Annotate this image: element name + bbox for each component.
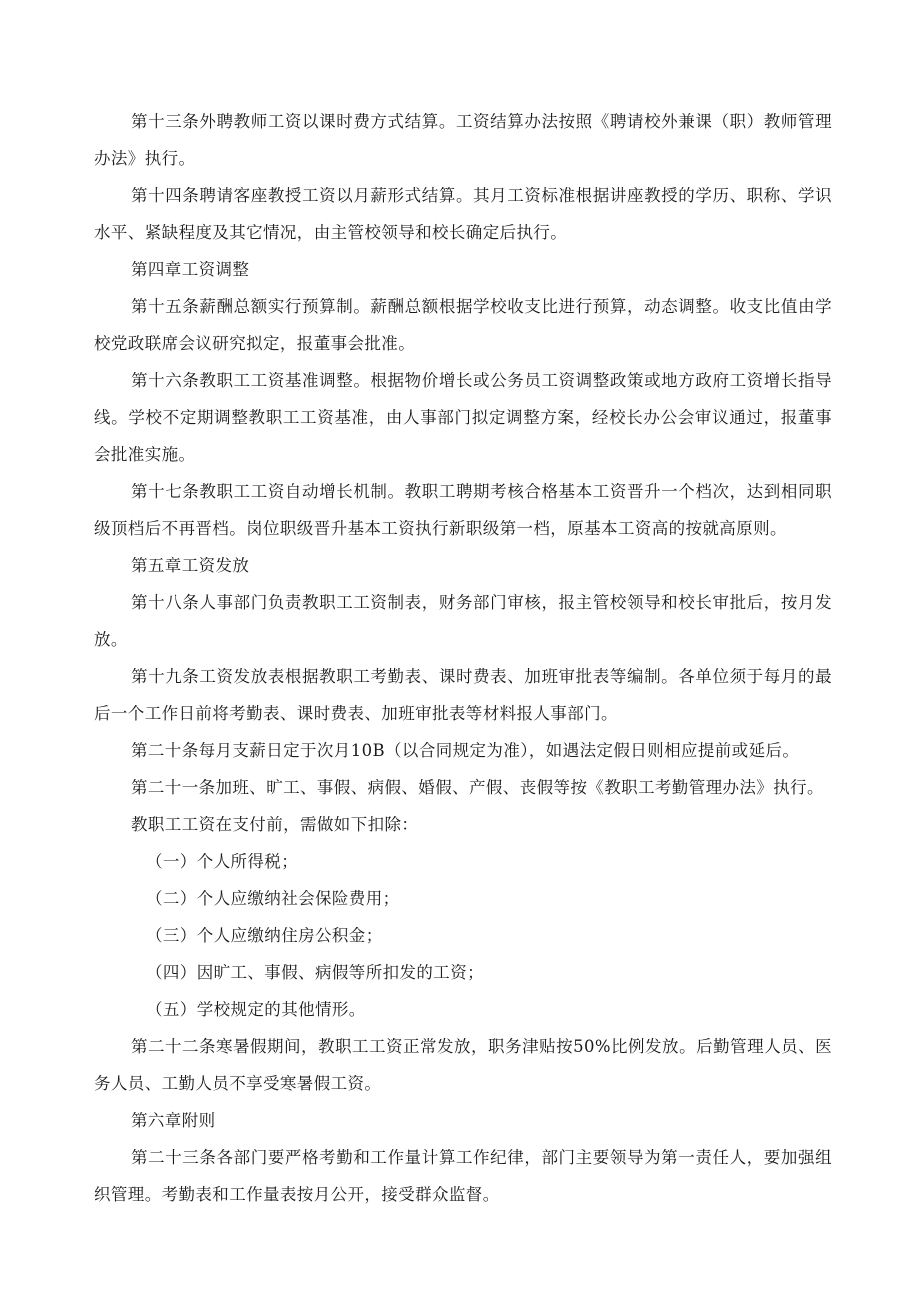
article-23: 第二十三条各部门要严格考勤和工作量计算工作纪律，部门主要领导为第一责任人，要加强组织管理。考勤表和工作量表按月公开，接受群众监督。 <box>94 1148 832 1204</box>
article-22: 第二十二条寒暑假期间，教职工工资正常发放，职务津贴按50%比例发放。后勤管理人员、医务人员、工勤人员不享受寒暑假工资。 <box>94 1037 832 1093</box>
deduction-item-5: （五）学校规定的其他情形。 <box>146 1000 366 1019</box>
chapter-5-heading: 第五章工资发放 <box>131 556 250 575</box>
article-14: 第十四条聘请客座教授工资以月薪形式结算。其月工资标准根据讲座教授的学历、职称、学识水平、紧缺程度及其它情况，由主管校领导和校长确定后执行。 <box>94 186 832 242</box>
article-21: 第二十一条加班、旷工、事假、病假、婚假、产假、丧假等按《教职工考勤管理办法》执行。 <box>131 778 824 797</box>
chapter-6-heading: 第六章附则 <box>131 1111 216 1130</box>
article-15: 第十五条薪酬总额实行预算制。薪酬总额根据学校收支比进行预算，动态调整。收支比值由学校党政联席会议研究拟定，报董事会批准。 <box>94 297 832 353</box>
deduction-item-3: （三）个人应缴纳住房公积金； <box>146 926 383 945</box>
chapter-4-heading: 第四章工资调整 <box>131 260 250 279</box>
article-17: 第十七条教职工工资自动增长机制。教职工聘期考核合格基本工资晋升一个档次，达到相同职级顶档后不再晋档。岗位职级晋升基本工资执行新职级第一档，原基本工资高的按就高原则。 <box>94 482 832 538</box>
deductions-intro: 教职工工资在支付前，需做如下扣除： <box>131 815 419 834</box>
article-20: 第二十条每月支薪日定于次月10B（以合同规定为准），如遇法定假日则相应提前或延后。 <box>131 741 800 760</box>
document-body <box>94 103 832 1213</box>
deduction-item-1: （一）个人所得税； <box>146 852 299 871</box>
article-16: 第十六条教职工工资基准调整。根据物价增长或公务员工资调整政策或地方政府工资增长指导线。学校不定期调整教职工工资基准，由人事部门拟定调整方案，经校长办公会审议通过，报董事会批准实施。 <box>94 371 832 464</box>
article-13: 第十三条外聘教师工资以课时费方式结算。工资结算办法按照《聘请校外兼课（职）教师管理办法》执行。 <box>94 112 832 168</box>
article-18: 第十八条人事部门负责教职工工资制表，财务部门审核，报主管校领导和校长审批后，按月发放。 <box>94 593 832 649</box>
article-19: 第十九条工资发放表根据教职工考勤表、课时费表、加班审批表等编制。各单位须于每月的最后一个工作日前将考勤表、课时费表、加班审批表等材料报人事部门。 <box>94 667 832 723</box>
deduction-item-4: （四）因旷工、事假、病假等所扣发的工资； <box>146 963 484 982</box>
deduction-item-2: （二）个人应缴纳社会保险费用； <box>146 889 400 908</box>
